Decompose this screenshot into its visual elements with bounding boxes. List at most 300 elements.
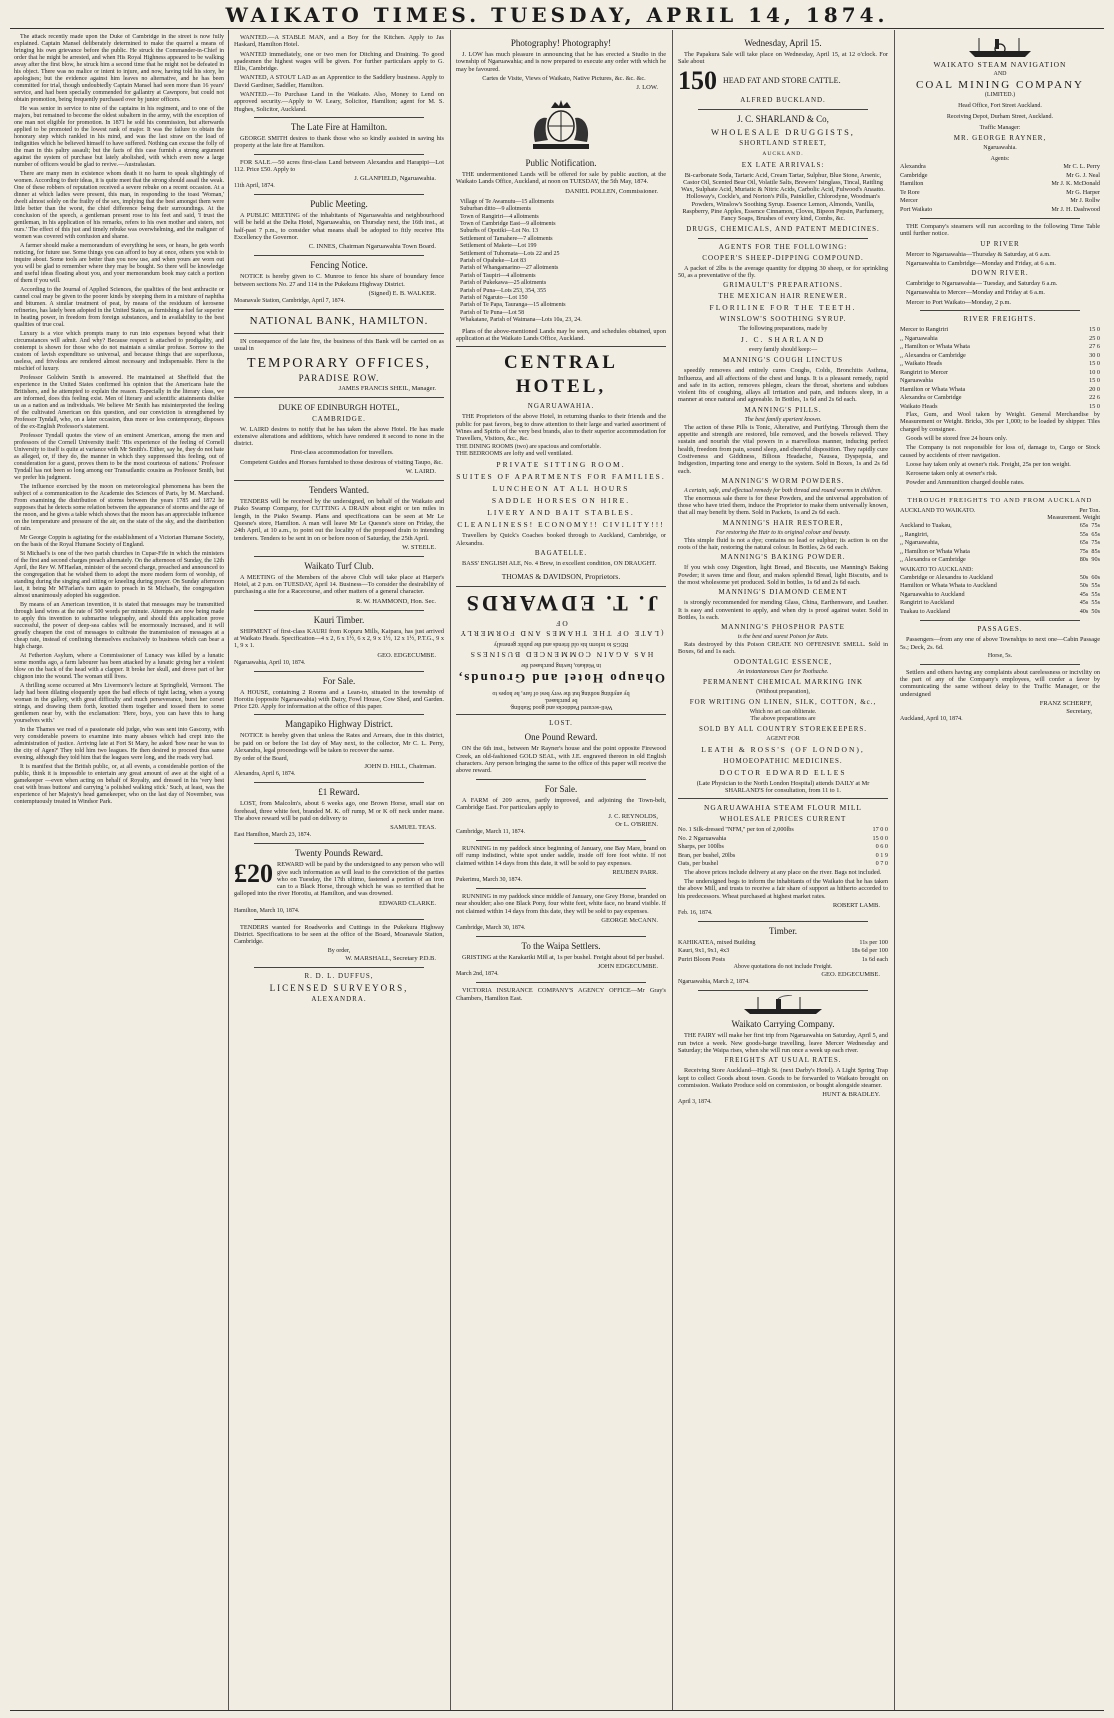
freight-price: 15 0 (1089, 360, 1100, 368)
table-row (678, 835, 888, 844)
fire-title: The Late Fire at Hamilton. (290, 121, 388, 132)
to-m: 50s (1079, 582, 1089, 590)
onepound-title: One Pound Reward. (524, 732, 598, 743)
meeting-sig: C. INNES, Chairman Ngaruawahia Town Board. (308, 243, 436, 251)
sale-sig: ALFRED BUCKLAND. (740, 95, 826, 104)
odon-sub: An instantaneous Cure for Toothache. (737, 668, 829, 675)
running2-date: Cambridge, March 30, 1874. (456, 924, 526, 931)
freight-price: 27 6 (1089, 343, 1100, 351)
to-m: 45s (1079, 599, 1089, 607)
table-row (900, 360, 1100, 369)
through-title: THROUGH FREIGHTS TO AND FROM AUCKLAND (907, 496, 1093, 504)
freight-route: Ngaruawahia (900, 377, 933, 385)
surveyors-name: R. D. L. DUFFUS, (304, 971, 374, 980)
list-item: Parish of Opaheke—Lot 83 (460, 258, 527, 265)
list-item: Settlement of Tuhomata—Lots 22 and 25 (460, 250, 560, 257)
surveyors-place: ALEXANDRA. (311, 994, 367, 1003)
masthead: WAIKATO TIMES. TUESDAY, APRIL 14, 1874. (225, 3, 889, 27)
list-item: Parish of Puna—Lots 253, 354, 355 (460, 287, 547, 294)
table-row (900, 394, 1100, 403)
cough-title: MANNING'S COUGH LINCTUS (723, 356, 843, 365)
kauri-date: Ngaruawahia, April 10, 1874. (234, 659, 306, 666)
table-row (900, 574, 1100, 583)
flipped-line: HAS AGAIN COMMENCED BUSINESS (468, 650, 654, 660)
running2-text: RUNNING in my paddock since middle of January, one Grey Horse, branded on near shoulder; also one Black Pony, four white feet, white face, no brand visible. If not claimed within 14 days from this date, they will be sold to pay expenses. (456, 893, 666, 915)
news-paragraph: At Fetherton Asylum, where a Commissioner of Lunacy was killed by a lunatic some months ago, a farm labourer has been attacked by a lunatic giving her a violent blow on the back of the head with a clapper. It broke her skull, and drove part of her chignon into the wound. The woman still lives. (14, 653, 224, 680)
table-row (900, 599, 1100, 608)
druggist-street: SHORTLAND STREET, (739, 138, 827, 147)
sale-title: Wednesday, April 15. (744, 38, 822, 48)
hotel-text3: Competent Guides and Horses furnished to those desirous of visiting Taupo, &c. (240, 458, 443, 466)
waipa-sig: JOHN EDGECUMBE. (597, 963, 658, 971)
table-row (900, 539, 1100, 548)
waipa-date: March 2nd, 1874. (456, 971, 499, 978)
through-w: 65s (1091, 530, 1100, 538)
through-measure: Measurement. Weight (1047, 515, 1100, 522)
lands-list (460, 199, 666, 325)
notice-text: THE undermentioned Lands will be offered for sale by public auction, at the Waikato Lands Office, Auckland, at noon on TUESDAY, the 5th May, 1874. (456, 171, 666, 186)
freight-route: Waikato Heads (900, 402, 938, 410)
settlers-role: Secretary, (1066, 708, 1092, 716)
freight-route: Mercer to Rangiriri (900, 326, 949, 334)
sale2-date: Cambridge, March 11, 1874. (456, 829, 526, 836)
sale2-text: A FARM of 209 acres, partly improved, and adjoining the Town-belt, Cambridge East. For particulars apply to (456, 796, 666, 811)
list-item: Village of Te Awamutu—15 allotments (460, 198, 554, 205)
tenders-sig: W. STEELE. (402, 543, 436, 551)
down-title: DOWN RIVER. (971, 269, 1029, 278)
sale-text: The Papakura Sale will take place on Wednesday, April 15, at 12 o'clock. For Sale about (678, 51, 888, 66)
ad-wanted: WANTED immediately, one or two men for Ditching and Draining. To good spadesmen the highest wages will be given. For further particulars apply to G. Ellis, Cambridge. (234, 50, 444, 73)
edwards-ad-upside-down (456, 591, 666, 710)
steamer-icon (738, 995, 828, 1015)
roads-text: TENDERS wanted for Roadworks and Cuttings in the Pukekura Highway District. Specifications to be seen at the office of the Board, Moanavale Station, Cambridge. (234, 923, 444, 946)
waipa-title: To the Waipa Settlers. (521, 940, 601, 951)
list-item: Suburban ditto—9 allotments (460, 206, 531, 213)
running2-sig: GEORGE McCANN. (601, 916, 658, 924)
ink-sub: (Without preparation), (756, 688, 810, 695)
news-paragraph: A thrilling scene occurred at Mrs Livermore's lecture at Springfield, Vermont. The lady had been dilating eloquently upon the bad effects of tight lacing, when a young woman in the gallery, with great difficulty and much perseverance, burst her corset strings, and drawing them forth, knotted them together and tossed them to some gentlemen near by, with the exclamation: 'Here, boys, you can have this to hang yourselves with.' (14, 683, 224, 724)
news-paragraph: Luxury is a vice which prompts many to run into expenses beyond what their circumstances will admit. And why? Because respect is attached to prodigality, and contempt is shown for those who do not maintain a similar profuse. Sorrow to the custom of lavish expenditure so universal, and because things that are superfluous, useless, and frivolous are rendered almost necessary and indispensable. Here is the mischief of luxury. (14, 331, 224, 372)
sale2-sig: Or L. O'BRIEN. (615, 821, 658, 829)
reward1-text: LOST, from Malcolm's, about 6 weeks ago, one Brown Horse, small star on forehead, three white feet, branded M. K. off rump, M or K off neck under mane. The above reward will be paid on delivery to (234, 800, 444, 822)
mill-price: 0 6 0 (875, 843, 888, 851)
reward20-sig: EDWARD CLARKE. (378, 899, 436, 907)
photo-items: Cartes de Visite, Views of Waikato, Native Pictures, &c. &c. &c. (482, 74, 646, 82)
to-w: 55s (1091, 599, 1100, 607)
list-item: Whakatane, Parish of Waimana—Lots 10a, 23, 24. (460, 317, 582, 324)
news-paragraph: Professor Goldwin Smith is answered. He maintained at Sheffield that the experience in the United States confirmed his opinion that the Americans hate the Britishers, and he attempted to explain the reason. Especially in the literary class, we are informed, does this feeling exist. Men of literary and scientific attainments dislike us as a nation and as individuals. We believe Mr Smith has misinterpreted the feeling of the cultivated American on this question, and our conviction is strengthened by Professor Tyndall, who, on a later occasion, thus more or less contemporary, disposes of the ex-English Professor's statement. (14, 375, 224, 430)
reward1-sig: SAMUEL TEAS. (390, 824, 436, 832)
agent-name: LEATH & ROSS'S (OF LONDON), (701, 744, 865, 754)
goods-text: Goods will be stored free 24 hours only. (906, 434, 1008, 442)
mill-item: Bran, per bushel, 20lbs (678, 851, 736, 859)
fencing-place: Moanavale Station, Cambridge, April 7, 1874. (234, 297, 346, 304)
manager-place: Ngaruawahia. (983, 145, 1017, 151)
settlers-sig: FRANZ SCHERFF, (1039, 700, 1092, 708)
steamers-text: THE Company's steamers will run according to the following Time Table until further notice. (900, 223, 1100, 238)
table-row (900, 556, 1100, 565)
forsale-title: For Sale. (322, 675, 356, 686)
table-row (900, 548, 1100, 557)
mangapiko-date: Alexandra, April 6, 1874. (234, 771, 296, 778)
agent-place: Alexandra (900, 163, 926, 170)
column-ads-right (674, 34, 892, 1706)
through-m: 80s (1079, 556, 1089, 564)
up-title: UP RIVER (980, 239, 1020, 248)
central-line: THE DINING ROOMS (two) are spacious and comfortable. (456, 444, 601, 451)
list-item: Parish of Te Papa, Tauranga—15 allotments (460, 302, 566, 309)
worm-sub: A certain, safe, and effectual remedy for both thread and round worms in children. (684, 487, 882, 494)
pills-text: The action of these Pills is Tonic, Alterative, and Purifying. Through them the appetite and strength are restored, bile removed, and the bowels relieved. They sustain and nourish the vital powers in a marvellous manner, inducing perfect health, freedom from pain, sound sleep, and cheerful disposition. They rapidly cure Costiveness and Giddiness, Bilious Headache, Nausea, Dyspepsia, and Indigestion, imparting tone and energy to the system. Sold in Boxes, 1s and 2s 6d each. (678, 423, 888, 475)
phosphor-sub: is the best and surest Poison for Rats. (737, 634, 829, 641)
freight-price: 10 0 (1089, 368, 1100, 376)
list-item: Parish of Pukekawa—25 allotments (460, 280, 547, 287)
mill-price: 0 1 9 (875, 851, 888, 859)
pills-sub: The best family aperient known. (744, 416, 822, 423)
hair-title: MANNING'S HAIR RESTORER, (722, 518, 844, 527)
grimault-title: GRIMAULT'S PREPARATIONS. (723, 281, 843, 290)
freight-route: ,, Hamilton or Whata Whata (900, 343, 970, 351)
through-m: 75s (1079, 547, 1089, 555)
flipped-line: BEGS to inform his old friends and the public generally (493, 641, 629, 648)
agent-place: Cambridge (900, 171, 928, 179)
sale2-sig: J. C. REYNOLDS, (608, 813, 658, 821)
central-hotel-title: CENTRAL HOTEL, (504, 352, 618, 398)
pills-title: MANNING'S PILLS. (744, 405, 822, 414)
agent-place: Hamilton (900, 180, 924, 187)
timber-sig: GEO. EDGECUMBE. (821, 971, 880, 979)
table-row (900, 403, 1100, 412)
horses-text: Horse, 5s. (987, 652, 1013, 659)
flipped-line: be purchased. (544, 697, 578, 704)
paddle-steamer-icon (965, 36, 1035, 58)
mangapiko-title: Mangapiko Highway District. (285, 719, 393, 730)
agent-place: Port Waikato (900, 205, 933, 213)
sale-sig: J. GLANFIELD, Ngaruawahia. (354, 175, 436, 183)
company-depot: Receiving Depot, Durham Street, Auckland. (946, 114, 1054, 120)
agents-label: Agents: (990, 156, 1010, 162)
phosphor-text: Rats destroyed by this Poison CREATE NO OFFENSIVE SMELL. Sold in Boxes, 6d and 1s each. (678, 641, 888, 656)
company-text: The Company is not responsible for loss of, damage to, Cargo or Stock caused by accidents of river navigation. (900, 444, 1100, 459)
list-item: Parish of Whangamarino—27 allotments (460, 265, 559, 272)
turf-text: A MEETING of the Members of the above Club will take place at Harper's Hotel, at 2 p.m. on TUESDAY, April 14. Business—To consider the desirability of purchasing a site for a Racecourse, and other matters of a general character. (234, 573, 444, 596)
freight-price: 15 0 (1089, 377, 1100, 385)
footer-rule (10, 1710, 1104, 1711)
timetable-line: Mercer to Port Waikato—Monday, 2 p.m. (906, 298, 1011, 306)
forsale-text: A HOUSE, containing 2 Rooms and a Lean-to, situated in the township of Horotiu (opposite Ngaruawahia) with Dairy, Fowl House, Cow Shed, and Garden. Price £20. Apply for information at the office of this paper. (234, 688, 444, 711)
through-route: ,, Alexandra or Cambridge (900, 556, 966, 564)
central-line: Travellers by Quick's Coaches booked through to Auckland, Cambridge, or Alexandra. (456, 532, 666, 547)
ad-wanted: WANTED.—A STABLE MAN, and a Boy for the Kitchen. Apply to Jas Haskard, Hamilton Hotel. (234, 34, 444, 49)
passages-title: PASSAGES. (977, 625, 1023, 634)
to-w: 55s (1091, 590, 1100, 598)
cattle-count: 150 (678, 65, 717, 95)
ad-wanted: WANTED, A STOUT LAD as an Apprentice to the Saddlery business. Apply to David Gardiner, Saddler, Hamilton. (234, 74, 444, 89)
to-m: 40s (1079, 607, 1089, 615)
photo-text: J. LOW has much pleasure in announcing that he has erected a Studio in the township of Ngaruawahia; and is now prepared to execute any order with which he may be favoured. (456, 51, 666, 73)
mill-title: NGARUAWAHIA STEAM FLOUR MILL (703, 803, 863, 813)
agent-name2: HOMOEOPATHIC MEDICINES. (723, 756, 843, 765)
freight-price: 22 6 (1089, 394, 1100, 402)
mangapiko-text: NOTICE is hereby given that unless the Rates and Arrears, due in this district, be paid on or before the 1st day of May next, to the collector, Mr C. L. Perry, Alexandra, legal proceedings will be taken to recover the same. (234, 732, 444, 755)
table-row (678, 843, 888, 852)
column-divider (228, 30, 229, 1710)
freight-route: ,, Alexandra or Cambridge (900, 351, 966, 359)
freight-price: 15 0 (1089, 326, 1100, 334)
to-w: 60s (1091, 573, 1100, 581)
hotel-title: DUKE OF EDINBURGH HOTEL, (278, 401, 400, 412)
table-row (678, 860, 888, 869)
table-row (900, 163, 1100, 172)
agent-place: Te Rore (900, 188, 920, 196)
onepound-text: ON the 6th inst., between Mr Rayner's house and the point opposite Firewood Creek, an old-fashioned GOLD SEAL, with J.E. engraved thereon in old English characters. Any person bringing the same to the office of this paper will receive the above reward. (456, 745, 666, 775)
cough-text: speedily removes and entirely cures Coughs, Colds, Bronchitis Asthma, Influenza, and all affections of the chest and lungs. It is a pleasant remedy, rapid and safe in its action, removes phlegm, clears the throat, shortens and subdues violent fits of coughing, allays all irritation and pain, and induces sleep, in a manner at once natural and agreeable. In Bottles, 1s 6d and 2s 6d each. (678, 367, 888, 404)
mill-item: Sharps, per 100lbs (678, 843, 724, 851)
agent-name: Mr J. H. Dashwood (1051, 205, 1100, 213)
mill-price: 0 7 0 (875, 860, 888, 868)
to-w: 50s (1091, 607, 1100, 615)
central-line: PRIVATE SITTING ROOM. (496, 460, 626, 470)
flax-text: Flax, Gum, and Wool taken by Weight. General Merchandise by Measurement or Weight. Bricks, 30s per 1,000; to be loaded by shipper. Tiles charged by consignee. (900, 411, 1100, 433)
freight-price: 25 0 (1089, 334, 1100, 342)
central-line: CLEANLINESS! ECONOMY!! CIVILITY!!! (457, 520, 665, 530)
news-paragraph: It is manifest that the British public, or, at all events, a considerable portion of the public, think it is impossible to entertain any great amount of awe at the sight of a gamekeeper —even when acting on behalf of Royalty, and dressed in his 'very best coat with brass buttons' and carrying 'a polished walking stick.' Such, at least, was the experience of her Majesty's head gamekeeper, who on the last day of November, was contemptuously treated in Windsor Park. (14, 764, 224, 805)
company-office: Head Office, Fort Street Auckland. (958, 103, 1042, 109)
column-divider (450, 30, 451, 1710)
flipped-line: in Waikato, having purchased the (521, 662, 601, 669)
table-row (900, 377, 1100, 386)
royal-coat-of-arms-icon (521, 96, 601, 154)
freight-price: 30 0 (1089, 351, 1100, 359)
through-w: 90s (1091, 556, 1100, 564)
table-row (900, 326, 1100, 335)
timetable-line: Ngaruawahia to Mercer—Monday and Friday at 6 a.m. (906, 289, 1046, 297)
news-paragraph: Professor Tyndall quotes the view of an eminent American, among the men and professors of the Cornell University itself: 'His experience of the feeling of Cornell University to itself is quite at variance with Mr Smith's. Either, say he, they do not hate as alleged, or, if they do, the manner in which they suppressed this feeling, out of consideration for a guest, proves them to be the most courteous of nations.' Professor Tyndall has not been so long among our Transatlantic cousins as Professor Smith, but we prefer his judgment. (14, 433, 224, 481)
timetable-line: Ngaruawahia to Cambridge—Monday and Friday, at 6 a.m. (906, 259, 1056, 267)
table-row (900, 582, 1100, 591)
running1-date: Pukerimu, March 30, 1874. (456, 877, 522, 884)
timber-note: Above quotations do not include Freight. (733, 964, 833, 971)
list-item: Parish of Te Puna—Lot 58 (460, 309, 525, 316)
through-m: 65s (1079, 539, 1089, 547)
fencing-sig: (Signed) E. B. WALKER. (368, 289, 436, 297)
passages-text: Passengers—from any one of above Townships to next one—Cabin Passage 5s.; Deck, 2s. 6d. (900, 636, 1100, 651)
lands-note: Plans of the above-mentioned Lands may be seen, and schedules obtained, upon application at the Waikato Lands Office, Auckland. (456, 327, 666, 342)
mill-price: 15 0 0 (872, 834, 888, 842)
company-and: AND (993, 71, 1007, 77)
mill-note: The above prices include delivery at any place on the river. Bags not included. (684, 868, 882, 876)
through-route: ,, Rangiriri, (900, 530, 929, 538)
prep-name: J. C. SHARLAND (740, 335, 826, 345)
column-ads-middle (452, 34, 670, 1706)
mexican-title: THE MEXICAN HAIR RENEWER. (718, 292, 848, 301)
reward20-date: Hamilton, March 10, 1874. (234, 907, 300, 914)
to-route: Hamilton or Whata Whata to Auckland (900, 582, 997, 590)
reward1-date: East Hamilton, March 23, 1874. (234, 832, 312, 839)
sale-text: FOR SALE.—50 acres first-class Land between Alexandra and Harapipi—Lot 112. Price £50. Apply to (234, 158, 444, 173)
floriline-title: FLORILINE FOR THE TEETH. (709, 303, 857, 313)
timber-item: KAHIKATEA, mixed Building (678, 938, 756, 946)
table-row (900, 386, 1100, 395)
cement-text: is strongly recommended for mending Glass, China, Earthenware, and Leather. It is easy and convenient to apply, and when dry is proof against water. Sold in Bottles, 1s each. (678, 599, 888, 621)
company-limited: (LIMITED.) (984, 92, 1016, 98)
arrivals-title: EX LATE ARRIVALS: (741, 160, 825, 169)
turf-sig: R. W. HAMMOND, Hon. Sec. (356, 597, 436, 605)
agent-line: AGENT FOR (766, 735, 800, 742)
tenders-text: TENDERS will be received by the undersigned, on behalf of the Waikato and Piako Swamp Company, for CUTTING A DRAIN about eight or ten miles in length, in the Piako Swamp. Plans and specifications can be seen at Mr Le Quesne's store, Hamilton. A man will leave Mr Le Quesne's store on Friday, the 24th April, at 10 a.m., to point out the locality of the proposed drain to intending tenderers. Tenders to be sent in on or before noon of Saturday, the 25th April. (234, 498, 444, 542)
table-row (900, 180, 1100, 189)
through-head: AUCKLAND TO WAIKATO. (900, 506, 976, 514)
carrying-title: Waikato Carrying Company. (731, 1019, 835, 1030)
mill-text: The undersigned begs to inform the inhabitants of the Waikato that he has taken the above Mill, and trusts to receive a fair share of support as hitherto accorded to his predecessors. Wheat purchased at highest market rates. (678, 878, 888, 900)
to-m: 50s (1079, 573, 1089, 581)
through-m: 55s (1079, 530, 1089, 538)
table-row (678, 947, 888, 956)
table-row (678, 826, 888, 835)
bank-sig: JAMES FRANCIS SHEIL, Manager. (338, 384, 436, 392)
agent-name: Mr G. Harper (1066, 188, 1100, 196)
to-route: Ngaruawahia to Auckland (900, 590, 965, 598)
list-item: Parish of Taupiri—4 allotments (460, 272, 536, 279)
through-route: ,, Ngaruawahia, (900, 539, 940, 547)
paradise-row: PARADISE ROW. (298, 372, 380, 383)
table-row (900, 531, 1100, 540)
hotel-place: CAMBRIDGE. (312, 414, 366, 423)
flipped-line: Well-secured Paddocks and good Stabling. (509, 704, 613, 711)
meeting-text: A PUBLIC MEETING of the inhabitants of Ngaruawahia and neighbourhood will be held at the Delta Hotel, Ngaruawahia, on Thursday next, the 16th inst., at half-past 7 p.m., to consider what means shall be adopted to fitly receive His Excellency the Governor. (234, 212, 444, 242)
mill-item: No. 2 Ngaruawahia (678, 834, 727, 842)
arrivals-text: Bi-carbonate Soda, Tartaric Acid, Cream Tartar, Sulphur, Blue Stone, Arsenic, Castor Oil, Scented Bear Oil, Volatile Salts, Brewers' Isinglass, Tincal, Rattling Wax, Sulphate Acid, Muriatic & Nitric Acids, Carbolic Acid, Fulwood's Anaatto. Holloway's, Cockle's, and Norton's Pills, Painkiller, Chlorodyne, Woodman's Powders, Winslow's Soothing Syrup. Essence Lemon, Almonds, Vanilla, Raspberry, Pine Apples, Essence Cinnamon, Cloves, Bipeon Pepsin, Parfumery, Fancy Soaps, Brushes of every kind, Combs, &c. (681, 171, 885, 223)
kauri-title: Kauri Timber. (313, 614, 365, 625)
timber-price: 18s 6d per 100 (851, 947, 888, 955)
agent-name: Mr J. Rollw (1070, 197, 1100, 204)
central-place: NGARUAWAHIA. (527, 402, 595, 411)
table-row (900, 335, 1100, 344)
table-row (900, 608, 1100, 617)
manager-label: Traffic Manager: (979, 125, 1021, 131)
central-line: SUITES OF APARTMENTS FOR FAMILIES. (456, 472, 666, 482)
to-route: Cambridge or Alexandra to Auckland (900, 573, 993, 581)
central-line: LIVERY AND BAIT STABLES. (487, 508, 635, 518)
mill-sub: WHOLESALE PRICES CURRENT (719, 815, 847, 824)
loose-text: Loose hay taken only at owner's risk. Freight, 25s per ton weight. (906, 460, 1071, 468)
flipped-line: (LATE OF THE THAMES AND FORMERLY OF (458, 619, 664, 639)
carrying-text2: Receiving Store Auckland—High St. (next Darby's Hotel). A Light Spring Trap kept to collect Goods about town. Goods to be forwarded to Waikato brought on commission. Waikato Produce sold on commission, or bought alongside steamer. (678, 1067, 888, 1089)
surveyors-title: LICENSED SURVEYORS, (269, 982, 409, 993)
phosphor-title: MANNING'S PHOSPHOR PASTE (721, 623, 845, 632)
ink-line4: SOLD BY ALL COUNTRY STOREKEEPERS. (698, 724, 868, 733)
manager-name: MR. GEORGE RAYNER, (953, 134, 1047, 142)
timber-date: Ngaruawahia, March 2, 1874. (678, 979, 750, 986)
news-paragraph: According to the Journal of Applied Sciences, the qualities of the best anthracite or cannel coal may be given to the poorer kinds by steeping them in a mixture of naphtha and bitumen. A similar treatment of peat, by means of the residuum of kerosene refineries, has lately been adopted in the United States, as furnishing a fuel far superior in heating power, in freedom from foreign substances, and in availability to the best qualities of true coal. (14, 287, 224, 328)
mill-price: 17 0 0 (872, 826, 888, 834)
table-row (900, 197, 1100, 206)
sale-date: 11th April, 1874. (234, 183, 275, 190)
column-divider (894, 30, 895, 1710)
worm-text: The enormous sale there is for these Powders, and the universal approbation of those who have tried them, induce the Proprietor to make them universally known, that all may benefit by them. Sold in Packets, 1s and 2s 6d each. (678, 494, 888, 517)
flipped-line: by anything nothing but the very best of fare, he hopes to (492, 690, 630, 697)
cooper-title: COOPER'S SHEEP-DIPPING COMPOUND. (702, 253, 864, 262)
settlers-date: Auckland, April 10, 1874. (900, 716, 963, 723)
mill-item: No. 1 Silk-dressed "NFM," per ton of 2,000lbs (678, 826, 794, 834)
reward20-text: REWARD will be paid by the undersigned to any person who will give such information as will lead to the conviction of the parties who on Tuesday, the 17th ultimo, fastened a portion of an iron can to a Black Horse, through which he was so terrified that he galloped into the river Horotiu, at Hamilton, and was drowned. (234, 861, 444, 898)
table-row (900, 369, 1100, 378)
freight-route: Hamilton or Whata Whata (900, 385, 966, 393)
druggist-city: AUCKLAND. (762, 150, 804, 157)
table-row (900, 343, 1100, 352)
central-line: THE BEDROOMS are lofty and well ventilated. (456, 451, 573, 458)
freights-title: RIVER FREIGHTS. (963, 315, 1037, 324)
through-m: 65s (1079, 522, 1089, 530)
news-paragraph: By means of an American invention, it is stated that messages may be transmitted through land wires at the rate of 500 words per minute. Attempts are now being made to apply this invention to submarine telegraphy, and should this application prove successful, the power of deep-sea cables will be enormously increased, and it will greatly cheapen the cost of messages to cultivate the transmission of messages at a cheap rate, instead of confining themselves exclusively to business which can bear a high charge. (14, 602, 224, 650)
timber-price: 11s per 100 (859, 938, 888, 946)
ink-line2: Which no art can obliterate. (749, 708, 817, 715)
doctor-text: (Late Physician to the North London Hospital) attends DAILY at Mr SHARLAND'S for consultation, from 11 to 1. (696, 779, 870, 794)
news-paragraph: The attack recently made upon the Duke of Cambridge in the street is now fully explained. Captain Mansel deliberately determined to make the quarrel a means of bringing his own grievance before the public. He struck the Commander-in-Chief in order that he might be arrested, and when His Royal Highness appeared to be walking away after the first blow, he struck him a second time that he might not be defeated in his object. There was no malice or intent to injure, and now, having told his story, he apologises; but the evidence against him leaves no alternative, and he has been committed for trial, though undoubtedly Captain Mansel had seen more than 16 years' service, and had been specially commended for gallantry at Cawnpore, but could not obtain promotion, being frequently purchased over by junior officers. (14, 34, 224, 103)
timber-price: 1s 6d each (861, 955, 888, 963)
roads-sig: W. MARSHALL, Secretary P.D.B. (345, 954, 436, 962)
freight-price: 20 0 (1089, 385, 1100, 393)
waipa-text: GRISTING at the Karakariki Mill at, 1s per bushel. Freight about 6d per bushel. (462, 953, 665, 961)
hotel-text: W. LAIRD desires to notify that he has taken the above Hotel. He has made extensive alterations and additions, which have rendered it second to none in the district. (234, 425, 444, 448)
to-w: 55s (1091, 582, 1100, 590)
flipped-line: J. T. EDWARDS (463, 591, 659, 617)
timetable-line: Cambridge to Ngaruawahia— Tuesday, and Saturday 6 a.m. (906, 280, 1058, 288)
mill-item: Oats, per bushel (678, 860, 719, 868)
hair-text: This simple fluid is not a dye; contains no lead or sulphur; its action is on the roots of the hair, restoring the natural colour. In Bottles, 2s 6d each. (678, 536, 888, 552)
company-title1: WAIKATO STEAM NAVIGATION (933, 60, 1067, 69)
central-sig: THOMAS & DAVIDSON, Proprietors. (501, 572, 621, 582)
agent-place: Mercer (900, 197, 918, 204)
freight-route: Alexandra or Cambridge (900, 394, 962, 402)
worm-title: MANNING'S WORM POWDERS. (721, 476, 845, 485)
bank-text: IN consequence of the late fire, the business of this Bank will be carried on as usual in (234, 337, 444, 353)
timber-item: Puriri Bloom Posts (678, 955, 726, 963)
reward20-title: Twenty Pounds Reward. (294, 848, 384, 859)
fencing-title: Fencing Notice. (310, 260, 368, 271)
to-route: Rangiriri to Auckland (900, 599, 954, 607)
column-ads-left (230, 34, 448, 1706)
cattle-desc: HEAD FAT AND STORE CATTLE. (723, 76, 841, 86)
mangapiko-sig: JOHN D. HILL, Chairman. (364, 763, 436, 771)
settlers-text: Settlers and others having any complaints about carelessness or incivility on the part of any of the Company's employees, will confer a favor by communicating the same without delay to the Traffic Manager, or the undersigned (900, 668, 1100, 698)
carrying-sig: HUNT & BRADLEY. (822, 1091, 880, 1099)
prep-line2: every family should keep:— (748, 347, 818, 354)
column-steam-navigation (896, 34, 1104, 1706)
news-paragraph: Mr George Coppin is agitating for the establishment of a Victorian Humane Society, on the basis of the Royal Humane Society of England. (14, 535, 224, 548)
news-paragraph: The influence exercised by the moon on meteorological phenomena has been the subject of a communication to the Academie des Sciences of Paris, by M. Marchand. From examining the distribution of storms between the years 1785 and 1872 he supposes that he detects some relation between the appearance of storms and the age of the moon, and he gives a table which shows that the moon has an appreciable influence on the temperature and pressure of the air, on the state of the sky, and the distribution of rain. (14, 484, 224, 532)
mill-sig: ROBERT LAMB. (832, 901, 880, 909)
list-item: Settlement of Tamahere—7 allotments (460, 235, 553, 242)
lost-title: LOST. (549, 719, 573, 728)
to-auckland: WAIKATO TO AUCKLAND: (900, 566, 974, 573)
masthead-rule (10, 28, 1104, 29)
company-title2: COAL MINING COMPANY (916, 79, 1084, 91)
column-divider (672, 30, 673, 1710)
table-row (900, 352, 1100, 361)
turf-title: Waikato Turf Club. (304, 560, 374, 571)
sale2-title: For Sale. (544, 783, 578, 794)
carrying-text: THE FAIRY will make her first trip from Ngaruawahia on Saturday, April 5, and run twice a week. New goods-barge travelling, leave Mercer Wednesday and Saturday; the Waipa rises, when she will run once a week up each river. (678, 1032, 888, 1055)
kerosene-text: Kerosene taken only at owner's risk. (906, 470, 998, 478)
victoria-text: VICTORIA INSURANCE COMPANY'S AGENCY OFFICE—Mr Gray's Chambers, Hamilton East. (456, 987, 666, 1002)
news-paragraph: There are many men in existence whom death it no harm to speak slightingly of women. According to their ideas, it is quite meet that the strong should assail the weak. One of these robbers of reputation received a severe rebuke on a recent occasion. At a dinner at which ladies were present, this man, in responding to the toast 'Woman,' dwelt almost solely on the frailty of the sex, implying that the best amongst them were little better than the worst, the chief difference being their surroundings. At the conclusion of the speech, a gentleman present rose to his feet and said, 'I trust the gentleman, in his application of his remarks, refers to his own mother and sisters, not ours.' The effect of this just and timely rebuke was overwhelming, and the maligner of women was covered with confusion and shame. (14, 171, 224, 240)
meeting-title: Public Meeting. (310, 199, 368, 210)
table-row (900, 591, 1100, 600)
reward1-title: £1 Reward. (318, 787, 360, 798)
agent-name: Mr J. K. McDonald (1051, 180, 1100, 187)
bank-title: NATIONAL BANK, HAMILTON. (249, 314, 429, 327)
